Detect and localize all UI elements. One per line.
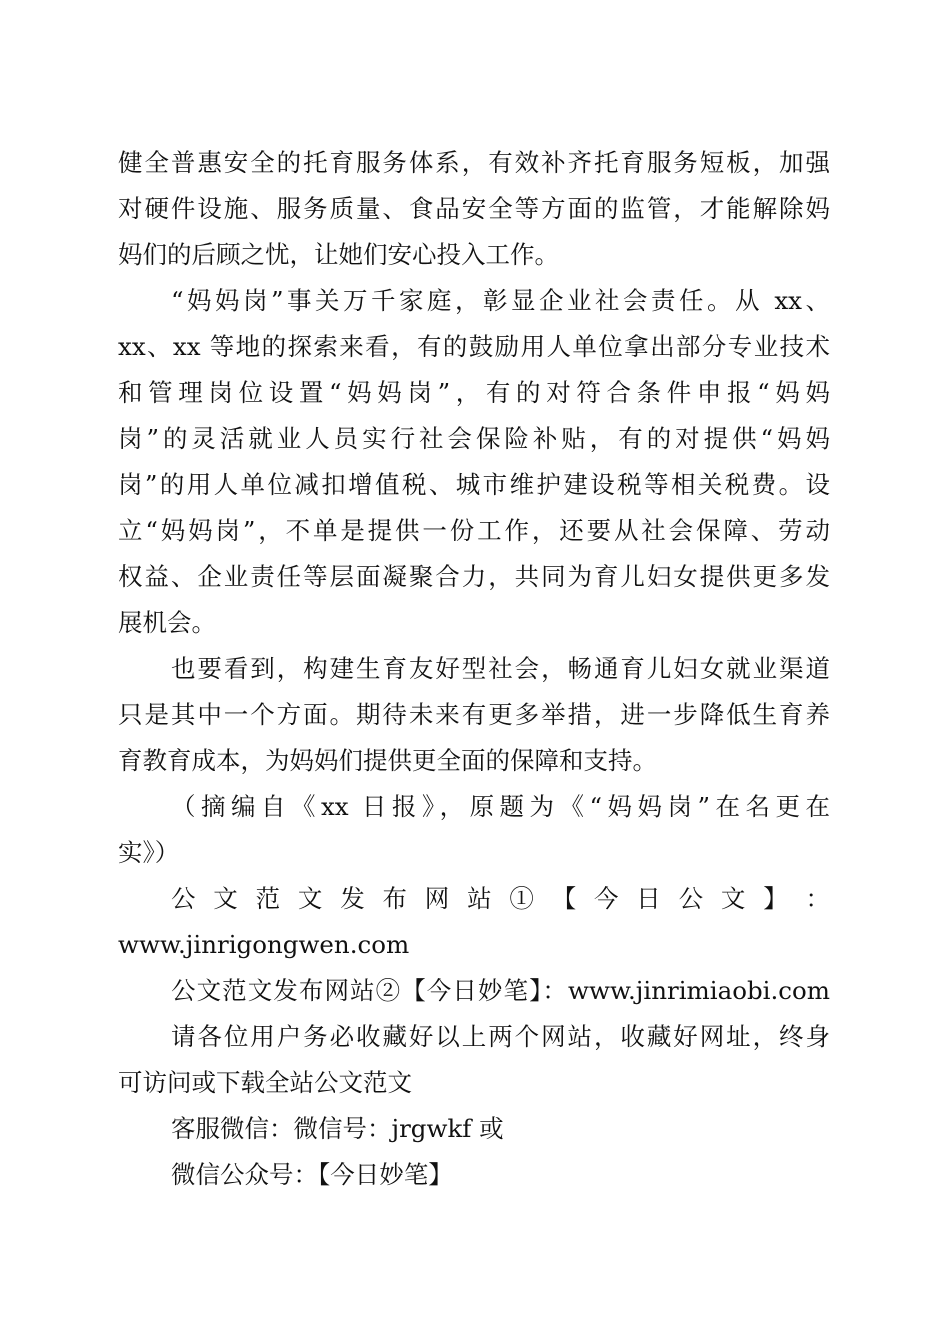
website-notice-1 (118, 876, 830, 968)
text-line: 微信公众号：【今日妙笔】 (171, 1160, 453, 1189)
text-line: 客服微信：微信号：jrgwkf 或 (171, 1114, 504, 1143)
paragraph (118, 646, 830, 784)
text-line: 育教育成本，为妈妈们提供更全面的保障和支持。 (118, 746, 657, 775)
official-account (118, 1152, 830, 1198)
text-line: 立“妈妈岗”，不单是提供一份工作，还要从社会保障、劳动 (118, 516, 830, 545)
paragraph (118, 278, 830, 646)
paragraph (118, 140, 830, 278)
website-link-1[interactable]: www.jinrigongwen.com (118, 930, 410, 959)
text-line: （摘编自《xx 日报》，原题为《“妈妈岗”在名更在 (171, 792, 830, 821)
source-note (118, 784, 830, 876)
text-line: 展机会。 (118, 608, 216, 637)
text-line: 公 文 范 文 发 布 网 站 ① 【 今 日 公 文 】 ： (171, 884, 830, 913)
text-line: 健全普惠安全的托育服务体系，有效补齐托育服务短板，加强 (118, 148, 830, 177)
text-line: xx、xx 等地的探索来看，有的鼓励用人单位拿出部分专业技术 (118, 332, 830, 361)
customer-service (118, 1106, 830, 1152)
text-line: 请各位用户务必收藏好以上两个网站，收藏好网址，终身 (171, 1022, 830, 1051)
text-line: 可访问或下载全站公文范文 (118, 1068, 412, 1097)
text-line: 妈们的后顾之忧，让她们安心投入工作。 (118, 240, 559, 269)
document-body (118, 140, 830, 1198)
text-line: 只是其中一个方面。期待未来有更多举措，进一步降低生育养 (118, 700, 830, 729)
text-line: “妈妈岗”事关万千家庭，彰显企业社会责任。从 xx、 (171, 286, 830, 315)
text-line: 岗”的灵活就业人员实行社会保险补贴，有的对提供“妈妈 (118, 424, 830, 453)
text-line: 岗”的用人单位减扣增值税、城市维护建设税等相关税费。设 (118, 470, 830, 499)
text-line: 权益、企业责任等层面凝聚合力，共同为育儿妇女提供更多发 (118, 562, 830, 591)
website-link-2[interactable]: 公文范文发布网站②【今日妙笔】：www.jinrimiaobi.com (171, 976, 830, 1005)
text-line: 对硬件设施、服务质量、食品安全等方面的监管，才能解除妈 (118, 194, 830, 223)
save-reminder (118, 1014, 830, 1106)
text-line: 也要看到，构建生育友好型社会，畅通育儿妇女就业渠道 (171, 654, 830, 683)
website-notice-2 (118, 968, 830, 1014)
text-line: 实》） (118, 838, 180, 867)
text-line: 和管理岗位设置“妈妈岗”，有的对符合条件申报“妈妈 (118, 378, 830, 407)
